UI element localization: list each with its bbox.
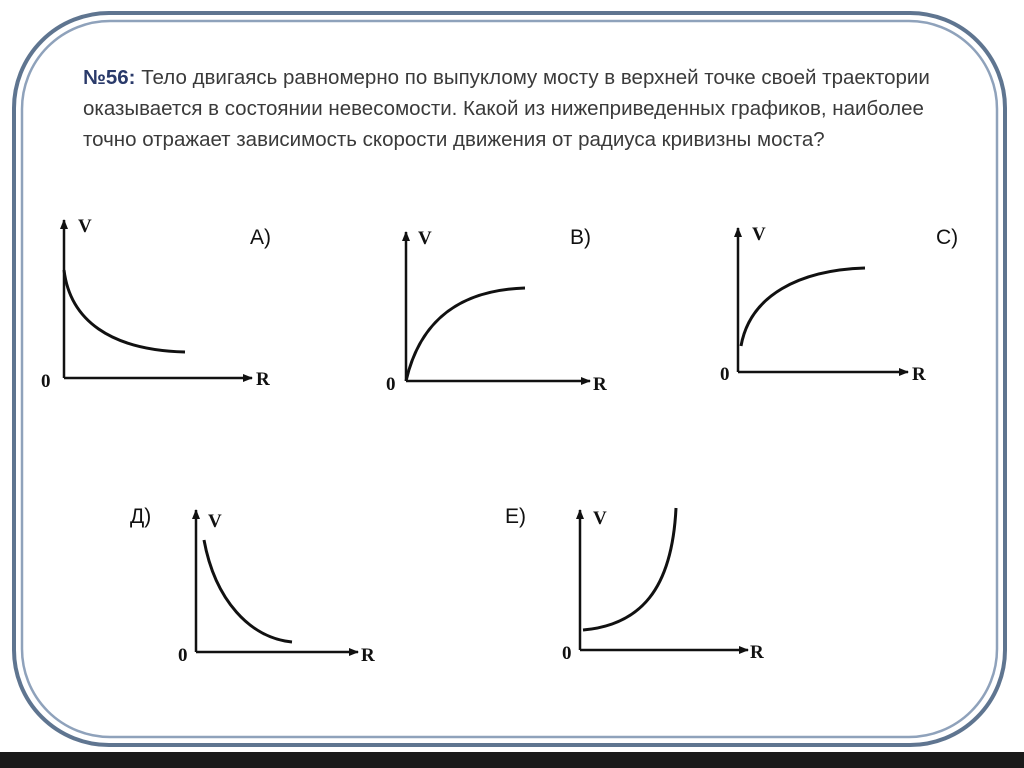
question-block	[83, 62, 943, 155]
graph-d	[178, 510, 375, 666]
graph-e	[562, 508, 764, 664]
question-text: Тело двигаясь равномерно по выпуклому мосту в верхней точке своей траектории оказывается в состоянии невесомости. Какой из нижеприведенных графиков, наиболее точно отражает зависимость скорости движения от радиуса кривизны моста?	[83, 66, 930, 151]
graph-d-y-label: V	[208, 511, 222, 532]
graph-c-x-label: R	[912, 364, 926, 385]
graph-c-origin-label: 0	[720, 364, 730, 385]
option-label-d: Д)	[130, 505, 152, 528]
option-label-a: А)	[250, 226, 271, 249]
graph-c-curve	[741, 268, 865, 346]
graph-b-y-label: V	[418, 228, 432, 249]
graph-c	[720, 224, 926, 385]
graph-b-origin-label: 0	[386, 374, 396, 395]
graph-e-origin-label: 0	[562, 643, 572, 664]
option-label-c: С)	[936, 226, 959, 249]
option-label-e: Е)	[505, 505, 526, 528]
bottom-edge-strip	[0, 752, 1024, 768]
graph-a-curve	[64, 270, 185, 352]
graph-e-y-label: V	[593, 508, 607, 529]
graph-b-x-label: R	[593, 374, 607, 395]
graph-d-origin-label: 0	[178, 645, 188, 666]
graph-c-y-label: V	[752, 224, 766, 245]
graph-b-curve	[406, 288, 525, 381]
graph-a-x-label: R	[256, 369, 270, 390]
graph-e-x-label: R	[750, 642, 764, 663]
graph-d-curve	[204, 540, 292, 642]
question-number: №56:	[83, 66, 136, 89]
graph-d-x-label: R	[361, 645, 375, 666]
graph-a-y-label: V	[78, 216, 92, 237]
graph-a-origin-label: 0	[41, 371, 51, 392]
graph-a	[41, 216, 270, 392]
option-label-b: В)	[570, 226, 591, 249]
graph-b	[386, 228, 607, 395]
